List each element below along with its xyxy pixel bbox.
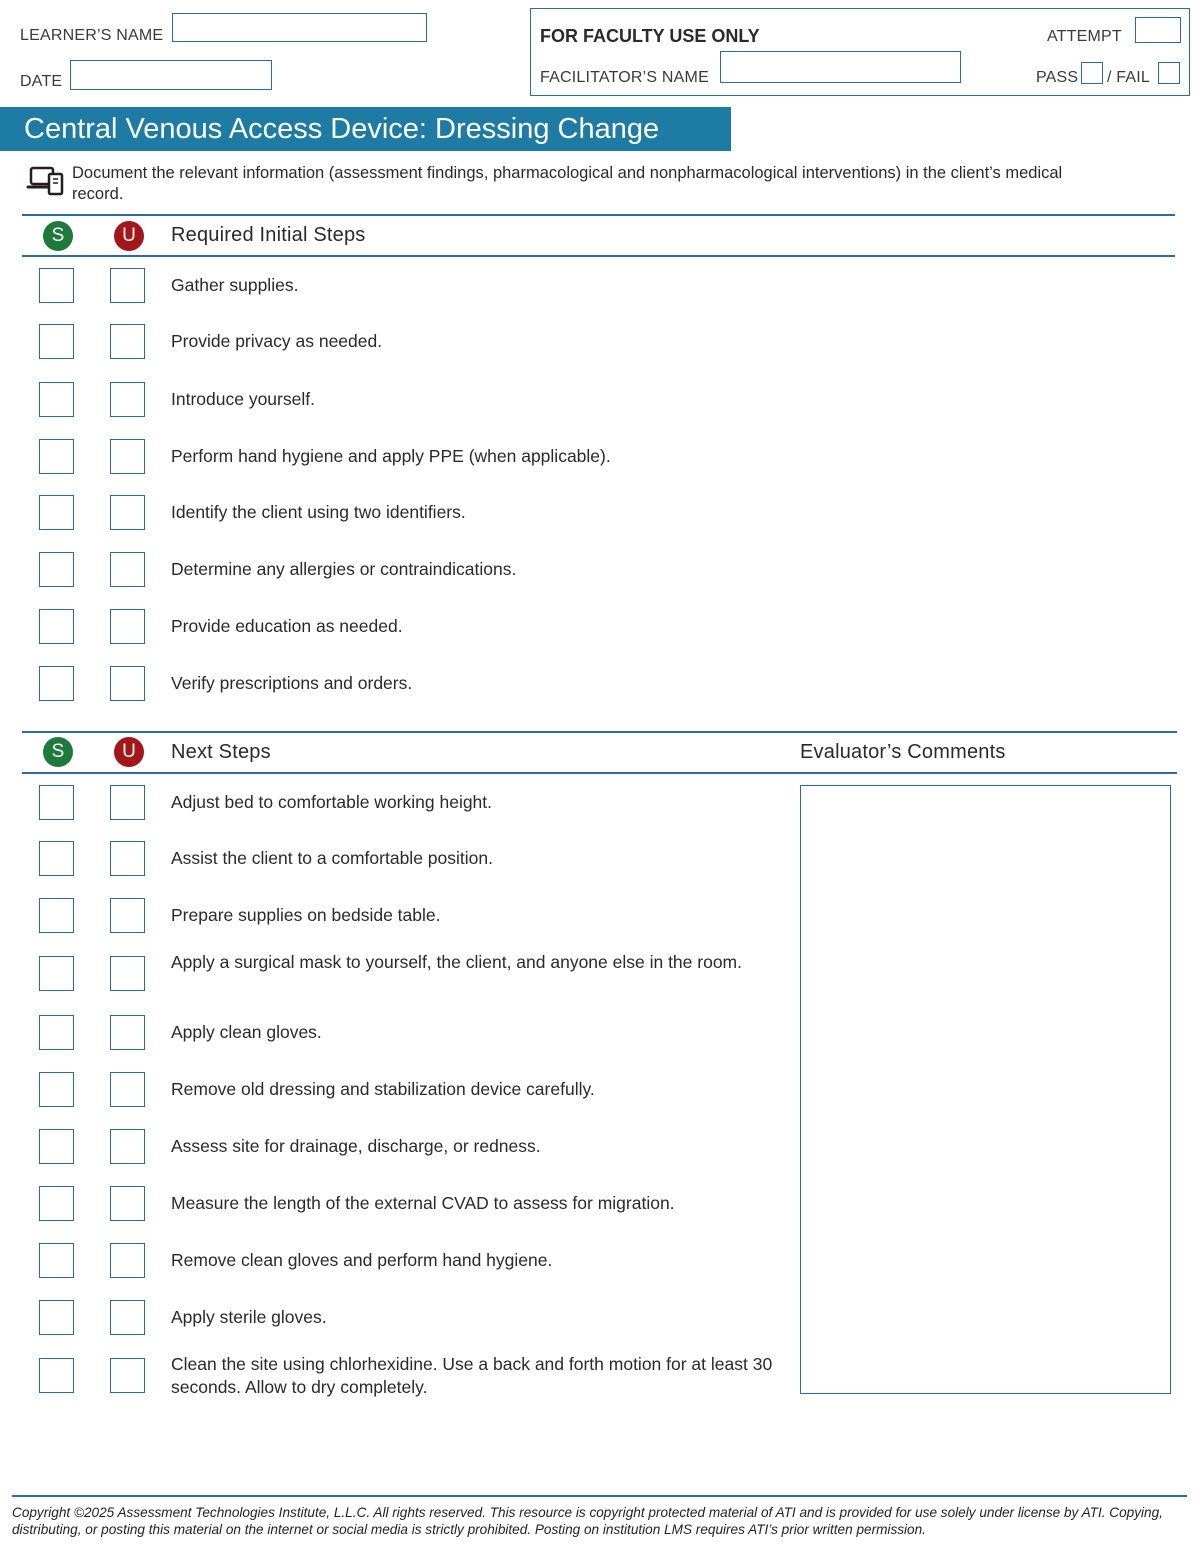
step-text: Apply clean gloves. — [171, 1022, 322, 1042]
unsatisfactory-checkbox[interactable] — [110, 898, 145, 933]
step-text: Provide privacy as needed. — [171, 331, 383, 351]
satisfactory-checkbox[interactable] — [39, 1358, 74, 1393]
satisfactory-checkbox[interactable] — [39, 666, 74, 701]
step-text: Provide education as needed. — [171, 616, 403, 636]
satisfactory-checkbox[interactable] — [39, 552, 74, 587]
satisfactory-checkbox[interactable] — [39, 1300, 74, 1335]
unsatisfactory-checkbox[interactable] — [110, 1129, 145, 1164]
copyright-notice: Copyright ©2025 Assessment Technologies Institute, L.L.C. All rights reserved. This resource is copyright protected material of ATI and is provided for use solely under license by ATI. Copying, distributing, or posting this material on the internet or social media is strictly prohibited. Posting on institution LMS requires ATI’s prior written permission. — [12, 1505, 1163, 1537]
step-text: Perform hand hygiene and apply PPE (when applicable). — [171, 446, 611, 466]
satisfactory-checkbox[interactable] — [39, 382, 74, 417]
satisfactory-checkbox[interactable] — [39, 841, 74, 876]
faculty-use-title: FOR FACULTY USE ONLY — [540, 26, 760, 46]
satisfactory-checkbox[interactable] — [39, 609, 74, 644]
step-text: Assist the client to a comfortable position. — [171, 848, 493, 868]
satisfactory-checkbox[interactable] — [39, 439, 74, 474]
step-text: Remove old dressing and stabilization device carefully. — [171, 1079, 595, 1099]
step-text: Determine any allergies or contraindications. — [171, 559, 517, 579]
unsatisfactory-checkbox[interactable] — [110, 1186, 145, 1221]
step-text: Introduce yourself. — [171, 389, 315, 409]
satisfactory-checkbox[interactable] — [39, 1129, 74, 1164]
satisfactory-checkbox[interactable] — [39, 268, 74, 303]
fail-label: / FAIL — [1107, 69, 1150, 86]
attempt-label: ATTEMPT — [1047, 28, 1122, 45]
unsatisfactory-checkbox[interactable] — [110, 785, 145, 820]
step-text: Prepare supplies on bedside table. — [171, 905, 441, 925]
fail-checkbox[interactable] — [1158, 62, 1180, 84]
step-text: Verify prescriptions and orders. — [171, 673, 413, 693]
attempt-field[interactable] — [1135, 17, 1181, 43]
date-label: DATE — [20, 73, 63, 90]
unsatisfactory-checkbox[interactable] — [110, 324, 145, 359]
satisfactory-badge: S — [43, 221, 73, 251]
initial-steps-heading: Required Initial Steps — [171, 224, 366, 246]
satisfactory-checkbox[interactable] — [39, 1015, 74, 1050]
date-field[interactable] — [70, 60, 272, 90]
page-title: Central Venous Access Device: Dressing Change — [0, 107, 731, 151]
learner-name-field[interactable] — [172, 13, 427, 42]
step-text: Apply sterile gloves. — [171, 1307, 327, 1327]
next-steps-heading: Next Steps — [171, 741, 271, 763]
unsatisfactory-badge: U — [114, 737, 144, 767]
unsatisfactory-checkbox[interactable] — [110, 956, 145, 991]
unsatisfactory-checkbox[interactable] — [110, 495, 145, 530]
step-text: Adjust bed to comfortable working height. — [171, 792, 493, 812]
section-divider — [22, 772, 1177, 774]
step-text: Remove clean gloves and perform hand hygiene. — [171, 1250, 553, 1270]
section-divider — [22, 214, 1175, 216]
unsatisfactory-checkbox[interactable] — [110, 666, 145, 701]
unsatisfactory-checkbox[interactable] — [110, 1243, 145, 1278]
unsatisfactory-checkbox[interactable] — [110, 841, 145, 876]
documentation-note: Document the relevant information (assessment findings, pharmacological and nonpharmacological interventions) in the client’s medical record. — [72, 164, 1063, 203]
evaluator-comments-field[interactable] — [800, 785, 1171, 1394]
facilitator-name-field[interactable] — [720, 51, 961, 83]
step-text: Assess site for drainage, discharge, or redness. — [171, 1136, 541, 1156]
satisfactory-checkbox[interactable] — [39, 956, 74, 991]
step-text: Measure the length of the external CVAD to assess for migration. — [171, 1193, 675, 1213]
pass-label: PASS — [1036, 69, 1079, 86]
device-document-icon — [26, 165, 68, 199]
facilitator-name-label: FACILITATOR’S NAME — [540, 69, 709, 86]
pass-checkbox[interactable] — [1081, 62, 1103, 84]
unsatisfactory-checkbox[interactable] — [110, 552, 145, 587]
unsatisfactory-checkbox[interactable] — [110, 382, 145, 417]
unsatisfactory-checkbox[interactable] — [110, 609, 145, 644]
satisfactory-checkbox[interactable] — [39, 324, 74, 359]
satisfactory-checkbox[interactable] — [39, 495, 74, 530]
step-text: Gather supplies. — [171, 275, 299, 295]
step-text: Clean the site using chlorhexidine. Use a back and forth motion for at least 30 seconds. Allow to dry completely. — [171, 1354, 773, 1397]
section-divider — [22, 255, 1175, 257]
unsatisfactory-badge: U — [114, 221, 144, 251]
satisfactory-checkbox[interactable] — [39, 1072, 74, 1107]
learner-name-label: LEARNER’S NAME — [20, 27, 164, 44]
satisfactory-checkbox[interactable] — [39, 785, 74, 820]
satisfactory-checkbox[interactable] — [39, 898, 74, 933]
section-divider — [22, 731, 1177, 733]
step-text: Identify the client using two identifiers. — [171, 502, 466, 522]
unsatisfactory-checkbox[interactable] — [110, 1300, 145, 1335]
unsatisfactory-checkbox[interactable] — [110, 268, 145, 303]
unsatisfactory-checkbox[interactable] — [110, 439, 145, 474]
unsatisfactory-checkbox[interactable] — [110, 1072, 145, 1107]
unsatisfactory-checkbox[interactable] — [110, 1015, 145, 1050]
satisfactory-checkbox[interactable] — [39, 1243, 74, 1278]
evaluator-comments-heading: Evaluator’s Comments — [800, 741, 1006, 763]
step-text: Apply a surgical mask to yourself, the client, and anyone else in the room. — [171, 952, 742, 972]
satisfactory-checkbox[interactable] — [39, 1186, 74, 1221]
unsatisfactory-checkbox[interactable] — [110, 1358, 145, 1393]
footer-divider — [12, 1495, 1187, 1497]
satisfactory-badge: S — [43, 737, 73, 767]
